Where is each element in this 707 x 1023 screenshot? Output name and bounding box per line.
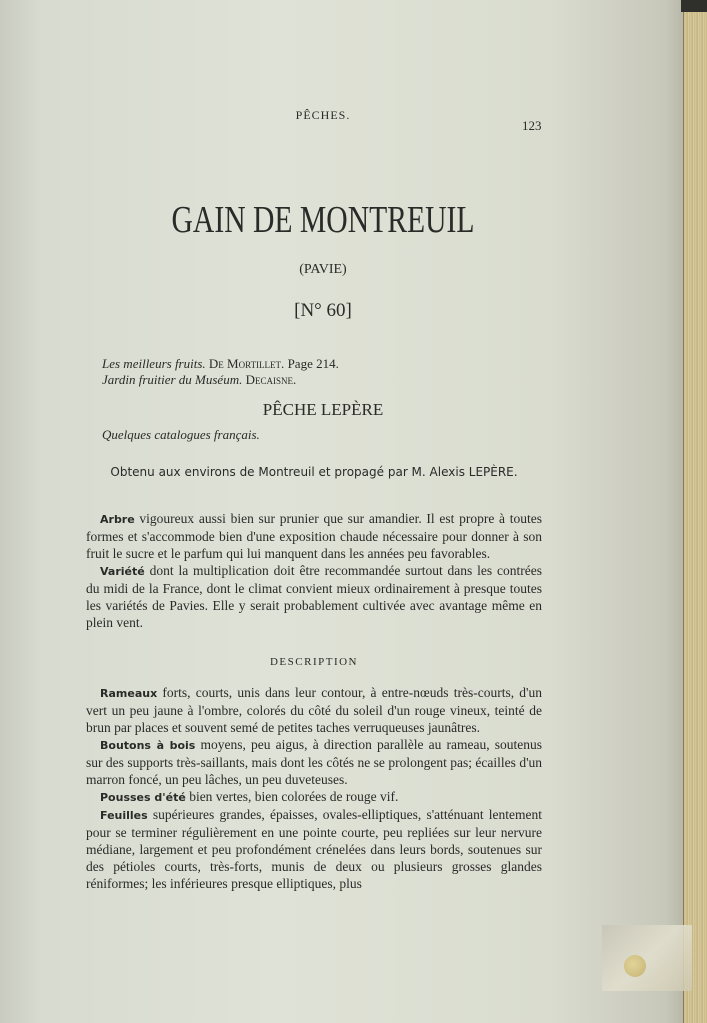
paragraph-lead: Rameaux <box>100 687 158 700</box>
book-binding <box>681 0 707 12</box>
paragraph <box>86 684 542 736</box>
synonym-heading: PÊCHE LEPÈRE <box>262 400 384 419</box>
paragraph-lead: Boutons à bois <box>100 739 196 752</box>
paragraph <box>86 806 542 892</box>
paragraph-text: vigoureux aussi bien sur prunier que sur amandier. Il est propre à toutes formes et s'accommode bien d'une exposition chaude nécessaire pour donner à son fruit le sucre et le parfum qui lui manquent dans les années peu favorables. <box>86 511 542 561</box>
paragraph <box>86 562 542 631</box>
paragraph-text: dont la multiplication doit être recommandée surtout dans les contrées du midi de la France, dont le climat convient mieux ordinairement à presque toutes les variétés de Pavies. Elle y serait probablement cultivée avec avantage même en plein vent. <box>86 563 542 630</box>
page-number: 123 <box>522 118 542 133</box>
paragraph-text: moyens, peu aigus, à direction parallèle au rameau, soutenus sur des supports très-saillants, mais dont les côtés ne se prolongent pas; écailles d'un marron foncé, un peu lâches, un peu duveteuses. <box>86 737 542 787</box>
description-text <box>86 684 542 892</box>
paragraph-lead: Pousses d'été <box>100 791 186 804</box>
paragraph-lead: Variété <box>100 565 145 578</box>
reference-work: Les meilleurs fruits. <box>102 356 206 371</box>
reference-line <box>102 372 339 388</box>
reference-work: Jardin fruitier du Muséum. <box>102 372 243 387</box>
paragraph-lead: Feuilles <box>100 809 148 822</box>
paragraph <box>86 736 542 788</box>
references <box>102 356 339 388</box>
intro-text <box>86 510 542 631</box>
section-heading: DESCRIPTION <box>269 656 358 668</box>
synonym-source: Quelques catalogues français. <box>102 427 260 442</box>
library-label <box>602 925 692 991</box>
paragraph-lead: Arbre <box>100 513 135 526</box>
subtitle: (PAVIE) <box>299 262 347 277</box>
origin-statement: Obtenu aux environs de Montreuil et propagé par M. Alexis LEPÈRE. <box>110 465 518 479</box>
paragraph <box>86 788 542 806</box>
running-head: PÊCHES. <box>295 108 351 122</box>
reference-page: Page 214. <box>287 356 339 371</box>
paragraph <box>86 510 542 562</box>
paragraph-text: bien vertes, bien colorées de rouge vif. <box>185 789 399 804</box>
reference-line <box>102 356 339 372</box>
variety-number: [N° 60] <box>294 300 352 321</box>
paragraph-text: supérieures grandes, épaisses, ovales-elliptiques, s'atténuant lentement pour se terminer régulièrement en une pointe courte, peu repliées sur leur nervure médiane, largement et peu profondément crénelées dans leurs bords, soutenues sur des pétioles courts, très-forts, munis de deux ou plusieurs grosses glandes réniformes; les inférieures presque elliptiques, plus <box>86 807 542 891</box>
reference-author: De Mortillet. <box>208 356 285 371</box>
paragraph-text: forts, courts, unis dans leur contour, à entre-nœuds très-courts, d'un vert un peu jaune à l'ombre, colorés du côté du soleil d'un rouge vineux, teinté de brun par places et souvent semé de petites taches verruqueuses jaunâtres. <box>86 685 542 735</box>
page-title: GAIN DE MONTREUIL <box>171 199 475 241</box>
page-edges <box>683 0 707 1023</box>
reference-author: Decaisne. <box>245 372 297 387</box>
